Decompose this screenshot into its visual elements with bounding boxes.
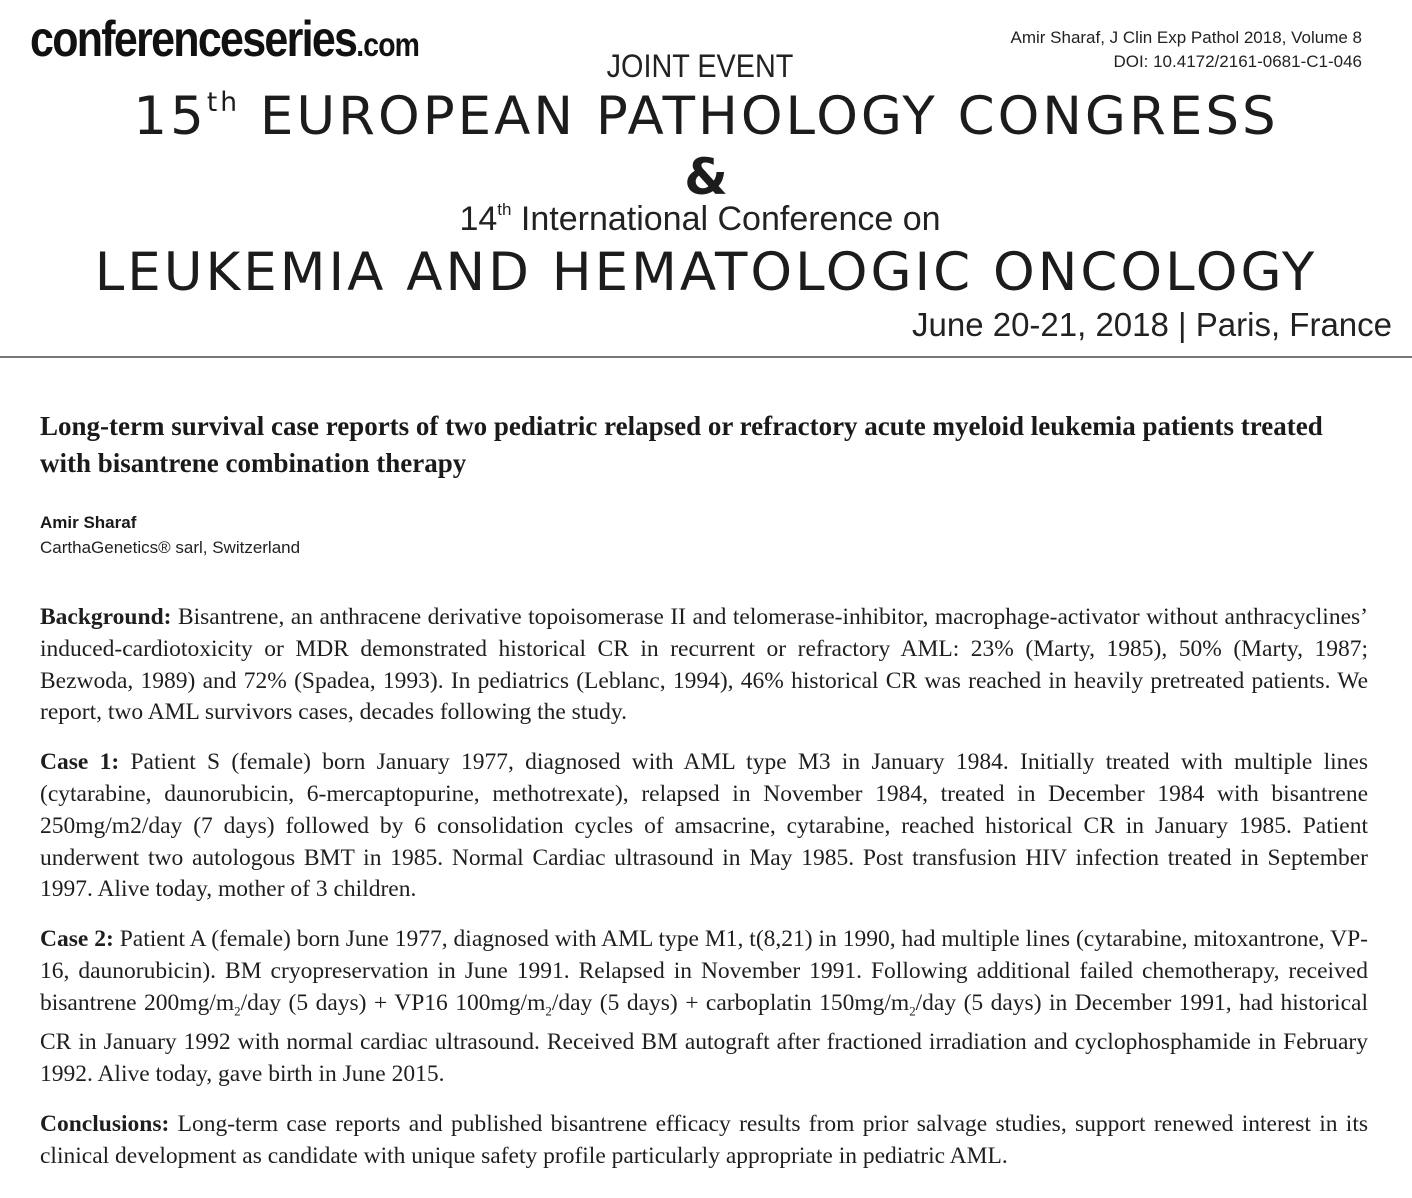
conclusions-text: Long-term case reports and published bisantrene efficacy results from prior salvage studies, support renewed interest in its clinical development as candidate with unique safety profile particularly appropriate in pediatric AML. — [40, 1110, 1368, 1169]
citation-line: Amir Sharaf, J Clin Exp Pathol 2018, Volume 8 — [1010, 28, 1362, 47]
subscript: 2 — [545, 1003, 552, 1019]
article-title: Long-term survival case reports of two pediatric relapsed or refractory acute myeloid leukemia patients treated with bisantrene combination therapy — [40, 411, 1323, 478]
congress-number: 15 — [133, 86, 207, 147]
intl-text: International Conference on — [511, 200, 941, 238]
case1-text: Patient S (female) born January 1977, diagnosed with AML type M3 in January 1984. Initially treated with multiple lines (cytarabine, daunorubicin, 6-mercaptopurine, methotrexate), relapsed in November 1984, treated in December 1984 with bisantrene 250mg/m2/day (7 days) followed by 6 consolidation cycles of amsacrine, cytarabine, reached historical CR in January 1985. Patient underwent two autologous BMT in 1985. Normal Cardiac ultrasound in May 1985. Post transfusion HIV infection treated in September 1997. Alive today, mother of 3 children. — [40, 749, 1369, 903]
author-name: Amir Sharaf — [40, 513, 137, 532]
case1-label: Case 1: — [40, 749, 120, 776]
background-paragraph — [40, 602, 1368, 729]
abstract-content — [40, 408, 1368, 1172]
logo-suffix: .com — [356, 26, 420, 63]
case2-text: /day (5 days) + VP16 100mg/m — [240, 989, 546, 1016]
ampersand: & — [684, 148, 728, 206]
conclusions-label: Conclusions: — [40, 1110, 170, 1137]
header-divider — [0, 356, 1412, 358]
case2-text: /day (5 days) in December 1991, had historical CR in January 1992 with normal cardiac ultrasound. Received BM autograft after fractioned irradiation and cyclophosphamide in February 1992. Alive today, gave birth in June 2015. — [40, 989, 1368, 1088]
background-label: Background: — [40, 604, 172, 630]
intl-conference-line — [0, 200, 1400, 239]
congress-ordinal: th — [206, 87, 241, 119]
joint-event-label: JOINT EVENT — [606, 48, 794, 84]
conclusions-paragraph — [40, 1109, 1368, 1173]
case1-paragraph — [40, 747, 1368, 906]
congress-title — [0, 86, 1412, 147]
intl-number: 14 — [459, 200, 498, 238]
background-text: Bisantrene, an anthracene derivative topoisomerase II and telomerase-inhibitor, macrophage-activator without anthracyclines’ induced-cardiotoxicity or MDR demonstrated historical CR in recurrent or refractory AML: 23% (Marty, 1985), 50% (Marty, 1987; Bezwoda, 1989) and 72% (Spadea, 1993). In pediatrics (Leblanc, 1994), 46% historical CR was reached in heavily pretreated patients. We report, two AML survivors cases, decades following the study. — [40, 604, 1368, 726]
doi-line: DOI: 10.4172/2161-0681-C1-046 — [1113, 52, 1362, 71]
subscript: 2 — [234, 1003, 241, 1019]
case2-text: /day (5 days) + carboplatin 150mg/m — [551, 989, 910, 1016]
subscript: 2 — [909, 1003, 916, 1019]
case2-label: Case 2: — [40, 926, 114, 953]
intl-ordinal: th — [497, 200, 512, 220]
logo-text: conferenceseries — [30, 11, 357, 67]
date-place: June 20-21, 2018 | Paris, France — [911, 306, 1392, 343]
author-affiliation: CarthaGenetics® sarl, Switzerland — [40, 538, 301, 557]
case2-paragraph — [40, 924, 1368, 1091]
case2-text: Patient A (female) born June 1977, diagnosed with AML type M1, t(8,21) in 1990, had multiple lines (cytarabine, mitoxantrone, VP-16, daunorubicin). BM cryopreservation in June 1991. Relapsed in November 1991. Following additional failed chemotherapy, received bisantrene 200mg/m — [40, 926, 1369, 1016]
congress-name: EUROPEAN PATHOLOGY CONGRESS — [240, 86, 1279, 147]
leukemia-title: LEUKEMIA AND HEMATOLOGIC ONCOLOGY — [94, 242, 1318, 303]
